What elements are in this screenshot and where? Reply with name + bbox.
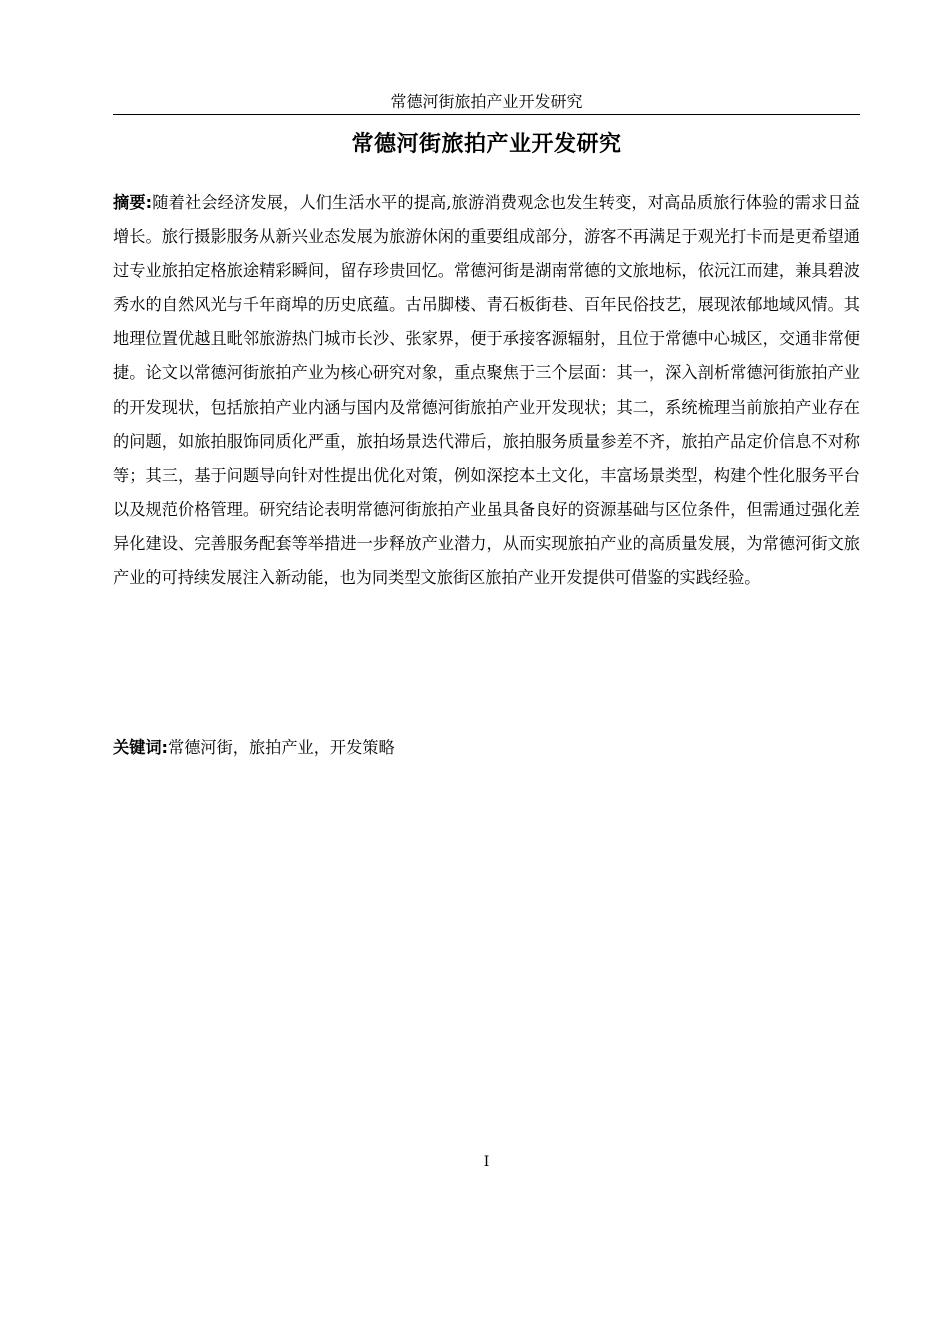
- page-number: I: [483, 1154, 490, 1170]
- keywords-label: 关键词:: [113, 738, 169, 757]
- header-divider: [113, 114, 860, 115]
- running-header: 常德河街旅拍产业开发研究: [390, 92, 583, 111]
- abstract-text: 随着社会经济发展，人们生活水平的提高,旅游消费观念也发生转变，对高品质旅行体验的需求日益增长。旅行摄影服务从新兴业态发展为旅游休闲的重要组成部分，游客不再满足于观光打卡而是更希望通过专业旅拍定格旅途精彩瞬间，留存珍贵回忆。常德河街是湖南常德的文旅地标，依沅江而建，兼具碧波秀水的自然风光与千年商埠的历史底蕴。古吊脚楼、青石板街巷、百年民俗技艺，展现浓郁地域风情。其地理位置优越且毗邻旅游热门城市长沙、张家界，便于承接客源辐射，且位于常德中心城区，交通非常便捷。论文以常德河街旅拍产业为核心研究对象，重点聚焦于三个层面：其一，深入剖析常德河街旅拍产业的开发现状，包括旅拍产业内涵与国内及常德河街旅拍产业开发现状；其二，系统梳理当前旅拍产业存在的问题，如旅拍服饰同质化严重，旅拍场景迭代滞后，旅拍服务质量参差不齐，旅拍产品定价信息不对称等；其三，基于问题导向针对性提出优化对策，例如深挖本土文化，丰富场景类型，构建个性化服务平台以及规范价格管理。研究结论表明常德河街旅拍产业虽具备良好的资源基础与区位条件，但需通过强化差异化建设、完善服务配套等举措进一步释放产业潜力，从而实现旅拍产业的高质量发展，为常德河街文旅产业的可持续发展注入新动能，也为同类型文旅街区旅拍产业开发提供可借鉴的实践经验。: [113, 193, 860, 588]
- document-title: 常德河街旅拍产业开发研究: [351, 132, 622, 157]
- abstract-paragraph: [113, 186, 860, 595]
- abstract-label: 摘要:: [113, 193, 153, 212]
- keywords-text: 常德河街，旅拍产业，开发策略: [168, 738, 395, 757]
- keywords-paragraph: [113, 731, 860, 765]
